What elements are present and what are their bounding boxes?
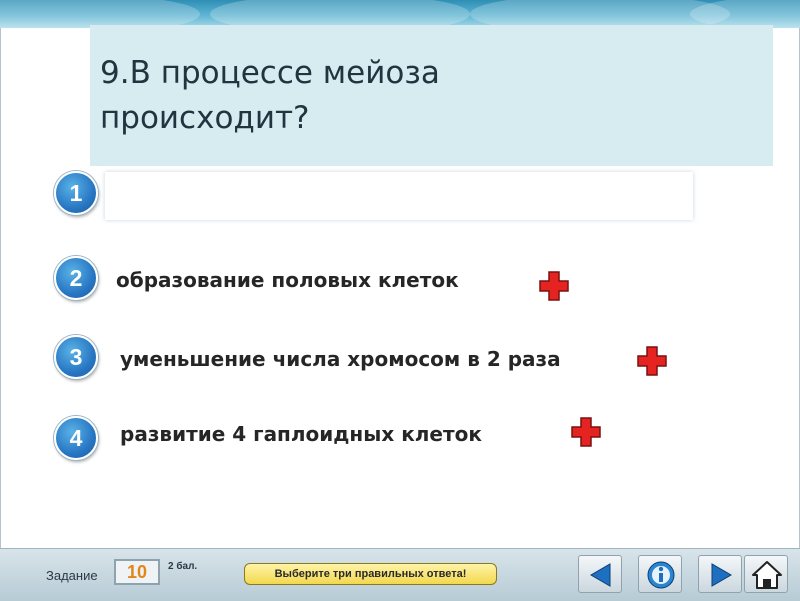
question-line-2: происходит? xyxy=(100,100,310,136)
answer-1-badge[interactable]: 1 xyxy=(54,171,98,215)
answer-4-badge[interactable]: 4 xyxy=(54,416,98,460)
home-button[interactable] xyxy=(744,555,788,593)
task-number: 10 xyxy=(114,559,160,585)
answer-3-badge[interactable]: 3 xyxy=(54,335,98,379)
score-label: 2 бал. xyxy=(168,561,198,572)
prev-button[interactable] xyxy=(578,555,622,593)
answer-2-badge[interactable]: 2 xyxy=(54,256,98,300)
answer-3-text[interactable]: уменьшение числа хромосом в 2 раза xyxy=(120,347,561,371)
task-label: Задание xyxy=(46,568,98,583)
arrow-left-icon xyxy=(579,556,623,594)
header-band xyxy=(0,0,800,28)
bottom-bar xyxy=(0,548,800,601)
hint-button[interactable]: Выберите три правильных ответа! xyxy=(244,563,497,585)
answer-4-text[interactable]: развитие 4 гаплоидных клеток xyxy=(120,422,482,446)
home-icon xyxy=(745,556,789,594)
arrow-right-icon xyxy=(699,556,743,594)
next-button[interactable] xyxy=(698,555,742,593)
answer-1-box[interactable] xyxy=(105,172,693,220)
info-icon xyxy=(639,556,683,594)
plus-icon xyxy=(636,345,668,377)
plus-icon xyxy=(570,416,602,448)
plus-icon xyxy=(538,270,570,302)
question-line-1: 9.В процессе мейоза xyxy=(100,55,440,91)
question-box xyxy=(90,25,773,166)
answer-2-text[interactable]: образование половых клеток xyxy=(116,268,459,292)
info-button[interactable] xyxy=(638,555,682,593)
